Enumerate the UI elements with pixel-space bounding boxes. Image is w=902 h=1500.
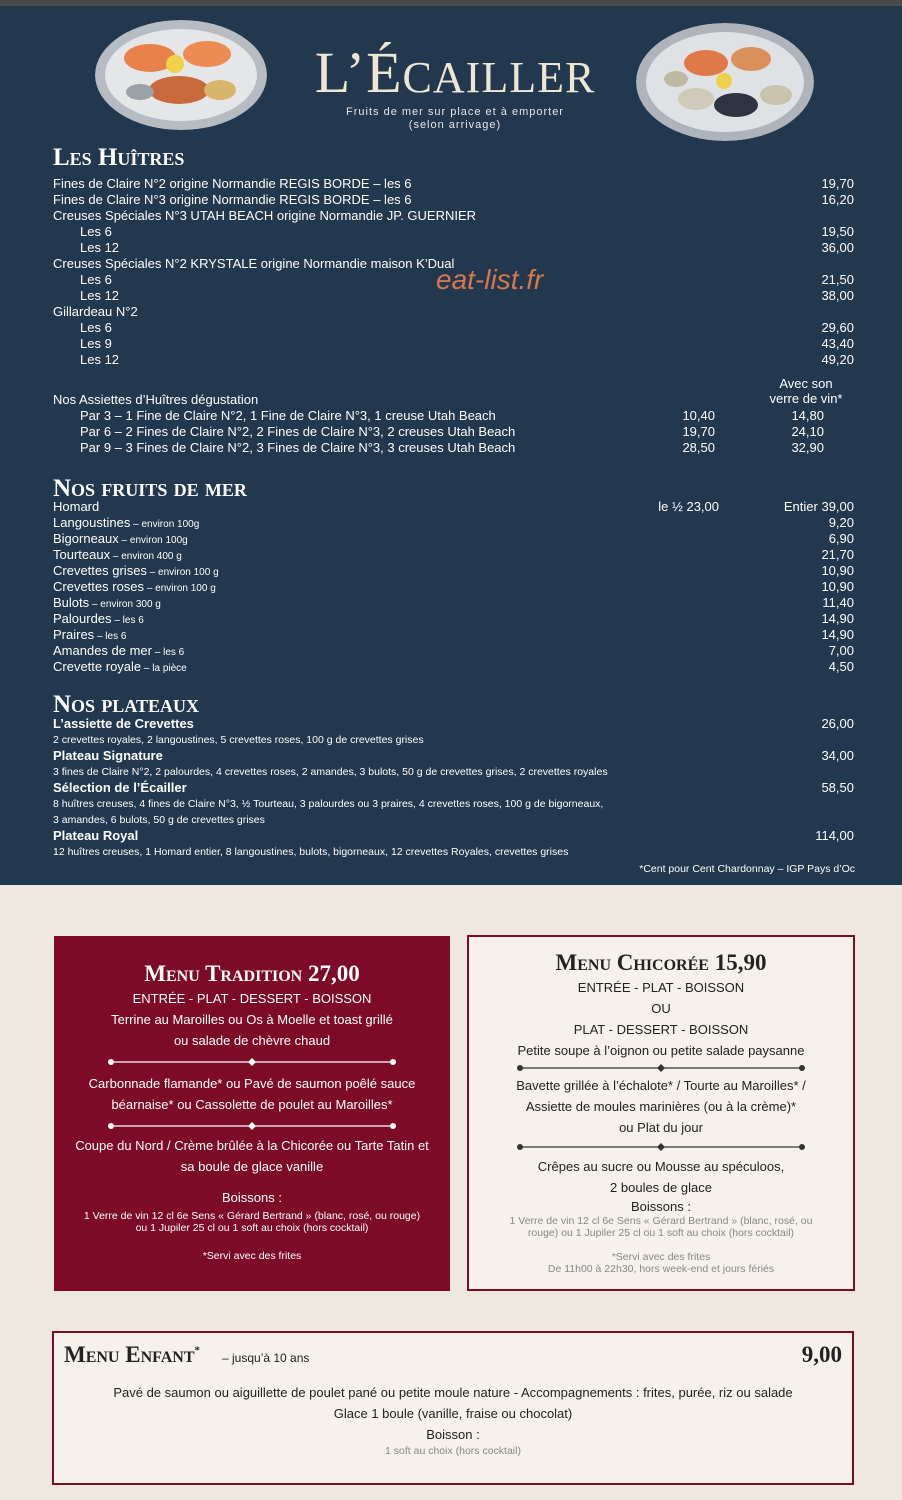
wine-footnote: *Cent pour Cent Chardonnay – IGP Pays d’Oc — [639, 863, 855, 875]
item-price-with-wine: 32,90 — [791, 440, 824, 455]
item-name: Par 6 – 2 Fines de Claire N°2, 2 Fines de Claire N°3, 2 creuses Utah Beach — [80, 424, 516, 439]
menu-structure: ENTRÉE - PLAT - DESSERT - BOISSON — [132, 991, 372, 1006]
plateau-description: 12 huîtres creuses, 1 Homard entier, 8 langoustines, bulots, bigorneaux, 12 crevettes Royales, crevettes grises — [53, 846, 569, 858]
item-price: 6,90 — [828, 531, 854, 546]
section-title-fruits: Nos fruits de mer — [53, 475, 247, 502]
menu-row-huitre — [53, 240, 854, 256]
item-label: Tourteaux — [53, 547, 111, 562]
item-price: 10,90 — [821, 563, 854, 578]
menu-tradition-title: Menu Tradition 27,00 — [144, 961, 360, 986]
plat-option: Bavette grillée à l’échalote* / Tourte au Maroilles* / — [516, 1078, 806, 1093]
menu-row-huitre — [53, 224, 854, 240]
ornament-divider — [107, 1057, 397, 1067]
item-price-half: le ½ 23,00 — [658, 499, 719, 514]
menu-row-fruit — [53, 547, 854, 563]
plateau-description: 3 amandes, 6 bulots, 50 g de crevettes grises — [53, 814, 265, 826]
menu-row-fruit — [53, 531, 854, 547]
item-price: 4,50 — [828, 659, 854, 674]
entree-option: Terrine au Maroilles ou Os à Moelle et toast grillé — [111, 1012, 393, 1027]
menu-row-plateau — [53, 828, 854, 844]
boissons-title: Boissons : — [222, 1190, 282, 1205]
menu-row-fruit — [53, 563, 854, 579]
item-label: Crevettes grises — [53, 563, 147, 578]
item-quantity: – les 6 — [111, 615, 144, 626]
item-name: Les 12 — [80, 240, 120, 255]
menu-enfant-age: – jusqu’à 10 ans — [222, 1351, 310, 1365]
boissons-detail: 1 Verre de vin 12 cl 6e Sens « Gérard Bertrand » (blanc, rosé, ou rouge) — [83, 1210, 421, 1222]
menu-row-homard — [53, 499, 854, 515]
seafood-menu-panel — [0, 6, 902, 885]
menu-row-huitre — [53, 336, 854, 352]
item-price: 11,40 — [822, 595, 854, 610]
plateau-price: 26,00 — [821, 716, 854, 731]
enfant-dessert: Glace 1 boule (vanille, fraise ou chocolat) — [333, 1406, 573, 1421]
item-quantity: – environ 100 g — [144, 583, 216, 594]
item-name: Creuses Spéciales N°2 KRYSTALE origine Normandie maison K’Dual — [53, 256, 455, 271]
item-price: 28,50 — [682, 440, 715, 455]
item-name: Homard — [53, 499, 100, 514]
item-price: 21,70 — [821, 547, 854, 562]
plateau-description: 3 fines de Claire N°2, 2 palourdes, 4 crevettes roses, 2 amandes, 3 bulots, 50 g de crevettes grises, 2 crevettes royales — [53, 766, 608, 778]
item-label: Bulots — [53, 595, 90, 610]
menu-row-fruit — [53, 579, 854, 595]
item-quantity: – environ 400 g — [110, 551, 182, 562]
menu-row-huitre — [53, 320, 854, 336]
plateau-price: 34,00 — [821, 748, 854, 763]
item-name: Fines de Claire N°2 origine Normandie REGIS BORDE – les 6 — [53, 176, 412, 191]
boissons-detail: 1 Verre de vin 12 cl 6e Sens « Gérard Bertrand » (blanc, rosé, ou — [509, 1215, 813, 1227]
assiettes-title: Nos Assiettes d’Huîtres dégustation — [53, 392, 259, 407]
item-price-with-wine: 24,10 — [791, 424, 824, 439]
plateau-name: L’assiette de Crevettes — [53, 716, 194, 731]
menu-hours: De 11h00 à 22h30, hors week-end et jours fériés — [547, 1263, 775, 1275]
menu-chicoree — [467, 935, 855, 1291]
menu-chicoree-title: Menu Chicorée 15,90 — [555, 950, 767, 975]
item-label: Langoustines — [53, 515, 131, 530]
item-name: Gillardeau N°2 — [53, 304, 138, 319]
plateau-name: Plateau Signature — [53, 748, 163, 763]
item-price: 10,90 — [821, 579, 854, 594]
item-price: 43,40 — [821, 336, 854, 351]
menu-row-plateau — [53, 716, 854, 732]
item-name: Par 3 – 1 Fine de Claire N°2, 1 Fine de Claire N°3, 1 creuse Utah Beach — [80, 408, 496, 423]
restaurant-title: L’ÉCAILLER — [314, 40, 596, 105]
menu-row-huitre — [53, 192, 854, 208]
menu-row-assiette — [53, 440, 854, 456]
menu-row-huitre — [53, 288, 854, 304]
item-name: Fines de Claire N°3 origine Normandie REGIS BORDE – les 6 — [53, 192, 412, 207]
menu-row-huitre — [53, 208, 854, 224]
plateau-price: 58,50 — [821, 780, 854, 795]
item-quantity: – environ 100 g — [146, 567, 219, 578]
item-label: Bigorneaux — [53, 531, 119, 546]
item-name: Les 6 — [80, 272, 112, 287]
item-label: Amandes de mer — [53, 643, 152, 658]
item-price: 19,70 — [682, 424, 715, 439]
menu-row-huitre — [53, 272, 854, 288]
seafood-platter-left-image — [95, 20, 267, 130]
boisson-title: Boisson : — [426, 1427, 480, 1442]
item-quantity: – environ 300 g — [89, 599, 161, 610]
menu-row-huitre — [53, 352, 854, 368]
item-price: 14,90 — [821, 611, 854, 626]
plateau-description: 2 crevettes royales, 2 langoustines, 5 crevettes roses, 100 g de crevettes grises — [53, 734, 424, 746]
dessert-option: Crêpes au sucre ou Mousse au spéculoos, — [537, 1159, 785, 1174]
ornament-divider — [516, 1142, 806, 1152]
section-title-huitres: Les Huîtres — [53, 144, 185, 171]
menu-row-fruit — [53, 643, 854, 659]
seafood-platter-right-image — [636, 23, 814, 141]
restaurant-subtitle: Fruits de mer sur place et à emporter (selon arrivage) — [346, 106, 564, 131]
plateau-price: 114,00 — [815, 828, 854, 843]
menu-enfant-title: Menu Enfant* — [64, 1342, 201, 1367]
menu-row-huitre — [53, 176, 854, 192]
dessert-option: sa boule de glace vanille — [180, 1159, 324, 1174]
menu-tradition — [54, 936, 450, 1291]
entree-option: ou salade de chèvre chaud — [173, 1033, 331, 1048]
item-price-whole: Entier 39,00 — [783, 499, 854, 514]
ornament-divider — [107, 1121, 397, 1131]
menu-row-fruit — [53, 515, 854, 531]
menu-row-huitre — [53, 256, 854, 272]
item-price: 19,70 — [821, 176, 854, 191]
item-name: Les 12 — [80, 288, 120, 303]
menu-row-assiette — [53, 424, 854, 440]
item-price: 19,50 — [821, 224, 854, 239]
menu-row-plateau — [53, 780, 854, 796]
menu-row-fruit — [53, 627, 854, 643]
menu-structure: ENTRÉE - PLAT - BOISSON — [577, 980, 745, 995]
menu-row-huitre — [53, 304, 854, 320]
item-quantity: – les 6 — [94, 631, 127, 642]
dessert-option: Coupe du Nord / Crème brûlée à la Chicorée ou Tarte Tatin et — [75, 1138, 429, 1153]
boissons-detail: ou 1 Jupiler 25 cl ou 1 soft au choix (hors cocktail) — [135, 1222, 369, 1234]
menu-enfant — [52, 1331, 854, 1485]
menu-note: *Servi avec des frites — [611, 1251, 711, 1263]
watermark: eat-list.fr — [436, 264, 544, 295]
item-quantity: – environ 100g — [118, 535, 188, 546]
plateau-description: 8 huîtres creuses, 4 fines de Claire N°3, ½ Tourteau, 3 palourdes ou 3 praires, 4 crevettes roses, 100 g de bigorneaux, — [53, 798, 604, 810]
item-price: 7,00 — [828, 643, 854, 658]
item-price: 9,20 — [828, 515, 854, 530]
item-price-with-wine: 14,80 — [791, 408, 824, 423]
plat-option: Carbonnade flamande* ou Pavé de saumon poêlé sauce — [88, 1076, 416, 1091]
item-price: 21,50 — [821, 272, 854, 287]
plateau-name: Plateau Royal — [53, 828, 139, 843]
item-price: 16,20 — [821, 192, 854, 207]
plateau-name: Sélection de l’Écailler — [53, 780, 187, 795]
item-price: 49,20 — [821, 352, 854, 367]
item-label: Crevette royale — [53, 659, 142, 674]
item-label: Praires — [53, 627, 95, 642]
item-name: Les 9 — [80, 336, 112, 351]
section-title-plateaux: Nos plateaux — [53, 691, 199, 718]
item-label: Crevettes roses — [53, 579, 145, 594]
menu-row-fruit — [53, 595, 854, 611]
boissons-title: Boissons : — [631, 1199, 691, 1214]
menu-note: *Servi avec des frites — [202, 1250, 302, 1262]
item-quantity: – environ 100g — [130, 519, 200, 530]
item-price: 14,90 — [821, 627, 854, 642]
boisson-detail: 1 soft au choix (hors cocktail) — [385, 1445, 521, 1457]
item-label: Palourdes — [53, 611, 112, 626]
plat-option: Assiette de moules marinières (ou à la crème)* — [525, 1099, 797, 1114]
item-name: Les 12 — [80, 352, 120, 367]
enfant-plat: Pavé de saumon ou aiguillette de poulet pané ou petite moule nature - Accompagnements : frites, purée, riz ou salade — [113, 1385, 793, 1400]
item-price: 38,00 — [821, 288, 854, 303]
entree-option: Petite soupe à l’oignon ou petite salade paysanne — [517, 1043, 805, 1058]
menu-structure: PLAT - DESSERT - BOISSON — [573, 1022, 749, 1037]
item-price: 10,40 — [682, 408, 715, 423]
plat-option: ou Plat du jour — [619, 1120, 703, 1135]
menu-row-plateau — [53, 748, 854, 764]
item-quantity: – les 6 — [152, 647, 185, 658]
item-name: Les 6 — [80, 224, 112, 239]
menu-enfant-price: 9,00 — [801, 1342, 842, 1367]
item-price: 36,00 — [821, 240, 854, 255]
plat-option: béarnaise* ou Cassolette de poulet au Maroilles* — [111, 1097, 393, 1112]
item-name: Creuses Spéciales N°3 UTAH BEACH origine Normandie JP. GUERNIER — [53, 208, 477, 223]
boissons-detail: rouge) ou 1 Jupiler 25 cl ou 1 soft au choix (hors cocktail) — [527, 1227, 795, 1239]
menu-row-fruit — [53, 611, 854, 627]
item-name: Par 9 – 3 Fines de Claire N°2, 3 Fines de Claire N°3, 3 creuses Utah Beach — [80, 440, 516, 455]
item-quantity: – la pièce — [141, 663, 187, 674]
menu-row-assiette — [53, 408, 854, 424]
item-name — [53, 659, 187, 677]
menu-structure-or: OU — [651, 1001, 671, 1016]
item-name: Les 6 — [80, 320, 112, 335]
dessert-option: 2 boules de glace — [610, 1180, 712, 1195]
wine-column-header: Avec son verre de vin* — [769, 376, 843, 406]
ornament-divider — [516, 1063, 806, 1073]
menu-row-fruit — [53, 659, 854, 675]
item-price: 29,60 — [821, 320, 854, 335]
